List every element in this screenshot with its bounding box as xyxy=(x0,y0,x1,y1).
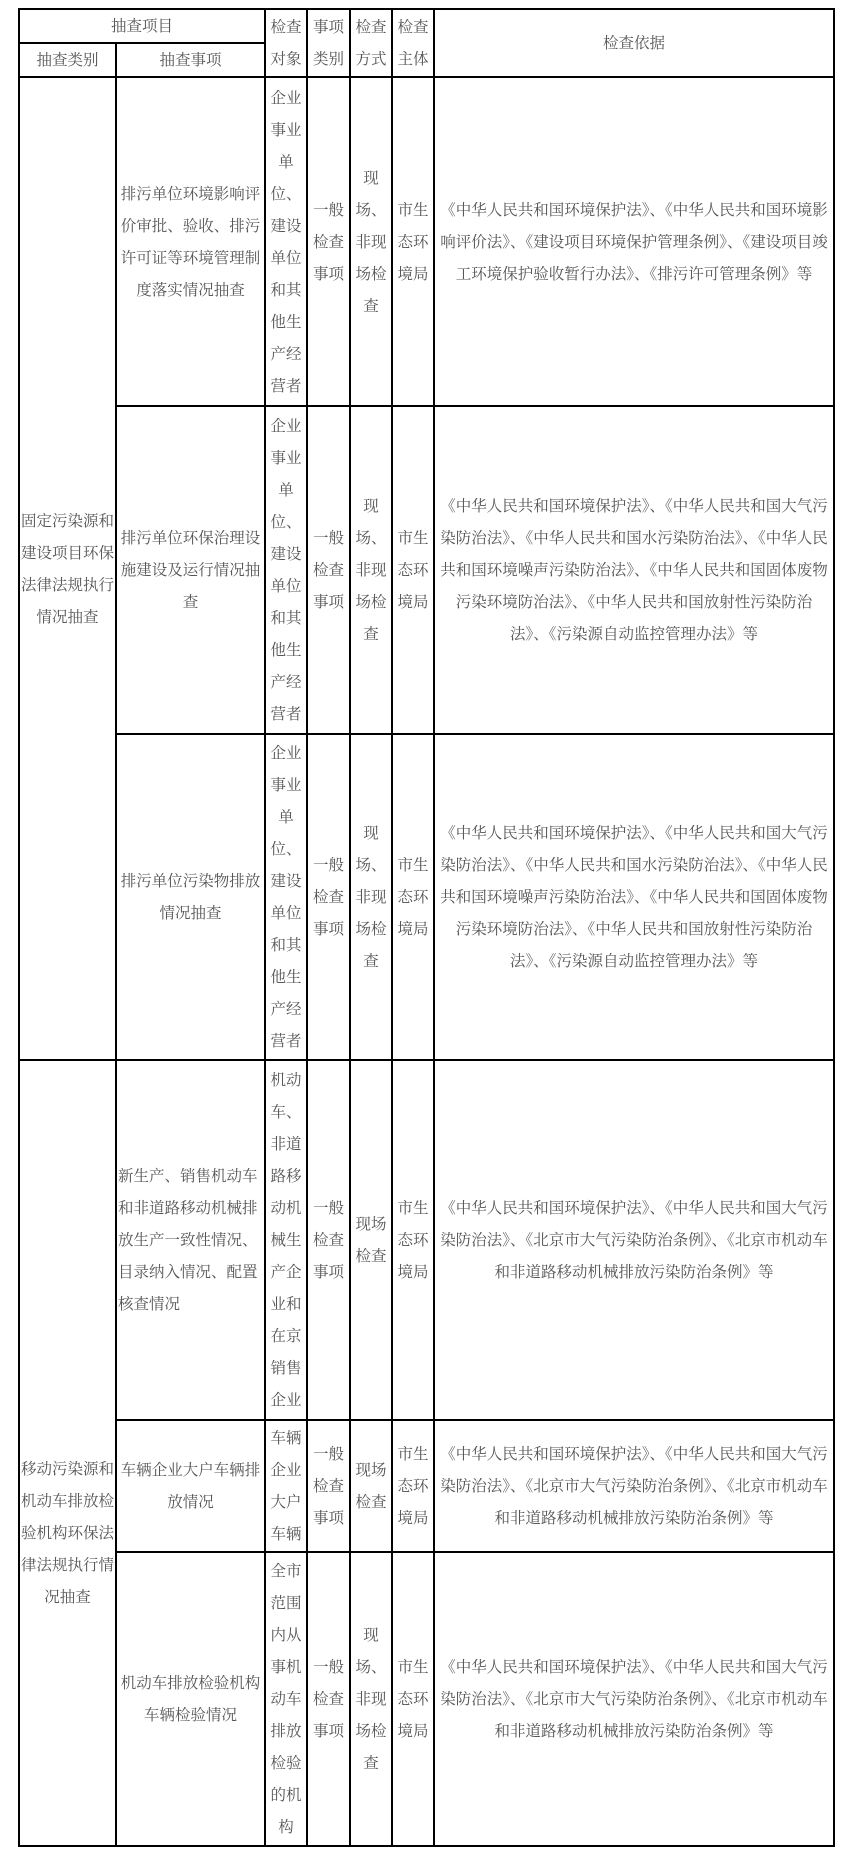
category-cell: 移动污染源和机动车排放检验机构环保法律法规执行情况抽查 xyxy=(19,1060,116,1846)
table-row xyxy=(19,1552,834,1846)
target-cell: 企业事业单位、建设单位和其他生产经营者 xyxy=(265,77,307,406)
item-type-cell: 一般检查事项 xyxy=(307,406,350,734)
item-cell: 车辆企业大户车辆排放情况 xyxy=(116,1420,265,1552)
method-cell: 现场、非现场检查 xyxy=(350,1552,392,1846)
target-cell: 企业事业单位、建设单位和其他生产经营者 xyxy=(265,406,307,734)
item-type-cell: 一般检查事项 xyxy=(307,77,350,406)
header-target: 检查对象 xyxy=(265,9,307,77)
basis-cell: 《中华人民共和国环境保护法》、《中华人民共和国环境影响评价法》、《建设项目环境保护管理条例》、《建设项目竣工环境保护验收暂行办法》、《排污许可管理条例》等 xyxy=(434,77,834,406)
basis-cell: 《中华人民共和国环境保护法》、《中华人民共和国大气污染防治法》、《中华人民共和国水污染防治法》、《中华人民共和国环境噪声污染防治法》、《中华人民共和国固体废物污染环境防治法》、《中华人民共和国放射性污染防治法》、《污染源自动监控管理办法》等 xyxy=(434,734,834,1060)
method-cell: 现场、非现场检查 xyxy=(350,734,392,1060)
item-type-cell: 一般检查事项 xyxy=(307,734,350,1060)
subject-cell: 市生态环境局 xyxy=(392,406,434,734)
basis-cell: 《中华人民共和国环境保护法》、《中华人民共和国大气污染防治法》、《北京市大气污染防治条例》、《北京市机动车和非道路移动机械排放污染防治条例》等 xyxy=(434,1552,834,1846)
table-row xyxy=(19,406,834,734)
basis-cell: 《中华人民共和国环境保护法》、《中华人民共和国大气污染防治法》、《北京市大气污染防治条例》、《北京市机动车和非道路移动机械排放污染防治条例》等 xyxy=(434,1060,834,1420)
header-method: 检查方式 xyxy=(350,9,392,77)
item-cell: 机动车排放检验机构车辆检验情况 xyxy=(116,1552,265,1846)
header-category: 抽查类别 xyxy=(19,43,116,77)
item-cell: 排污单位环保治理设施建设及运行情况抽查 xyxy=(116,406,265,734)
subject-cell: 市生态环境局 xyxy=(392,77,434,406)
inspection-table xyxy=(18,8,835,1847)
subject-cell: 市生态环境局 xyxy=(392,734,434,1060)
item-cell: 新生产、销售机动车和非道路移动机械排放生产一致性情况、目录纳入情况、配置核查情况 xyxy=(116,1060,265,1420)
table-row xyxy=(19,77,834,406)
method-cell: 现场、非现场检查 xyxy=(350,77,392,406)
method-cell: 现场、非现场检查 xyxy=(350,406,392,734)
method-cell: 现场检查 xyxy=(350,1420,392,1552)
subject-cell: 市生态环境局 xyxy=(392,1552,434,1846)
target-cell: 企业事业单位、建设单位和其他生产经营者 xyxy=(265,734,307,1060)
category-cell: 固定污染源和建设项目环保法律法规执行情况抽查 xyxy=(19,77,116,1060)
table-row xyxy=(19,734,834,1060)
header-basis: 检查依据 xyxy=(434,9,834,77)
subject-cell: 市生态环境局 xyxy=(392,1060,434,1420)
basis-cell: 《中华人民共和国环境保护法》、《中华人民共和国大气污染防治法》、《中华人民共和国水污染防治法》、《中华人民共和国环境噪声污染防治法》、《中华人民共和国固体废物污染环境防治法》、《中华人民共和国放射性污染防治法》、《污染源自动监控管理办法》等 xyxy=(434,406,834,734)
header-row-1 xyxy=(19,9,834,43)
target-cell: 全市范围内从事机动车排放检验的机构 xyxy=(265,1552,307,1846)
item-type-cell: 一般检查事项 xyxy=(307,1420,350,1552)
item-type-cell: 一般检查事项 xyxy=(307,1060,350,1420)
target-cell: 机动车、非道路移动机械生产企业和在京销售企业 xyxy=(265,1060,307,1420)
table-row xyxy=(19,1420,834,1552)
item-cell: 排污单位环境影响评价审批、验收、排污许可证等环境管理制度落实情况抽查 xyxy=(116,77,265,406)
item-cell: 排污单位污染物排放情况抽查 xyxy=(116,734,265,1060)
header-inspection-items: 抽查项目 xyxy=(19,9,265,43)
method-cell: 现场检查 xyxy=(350,1060,392,1420)
header-item: 抽查事项 xyxy=(116,43,265,77)
header-subject: 检查主体 xyxy=(392,9,434,77)
item-type-cell: 一般检查事项 xyxy=(307,1552,350,1846)
table-row xyxy=(19,1060,834,1420)
header-item-type: 事项类别 xyxy=(307,9,350,77)
subject-cell: 市生态环境局 xyxy=(392,1420,434,1552)
basis-cell: 《中华人民共和国环境保护法》、《中华人民共和国大气污染防治法》、《北京市大气污染防治条例》、《北京市机动车和非道路移动机械排放污染防治条例》等 xyxy=(434,1420,834,1552)
target-cell: 车辆企业大户车辆 xyxy=(265,1420,307,1552)
